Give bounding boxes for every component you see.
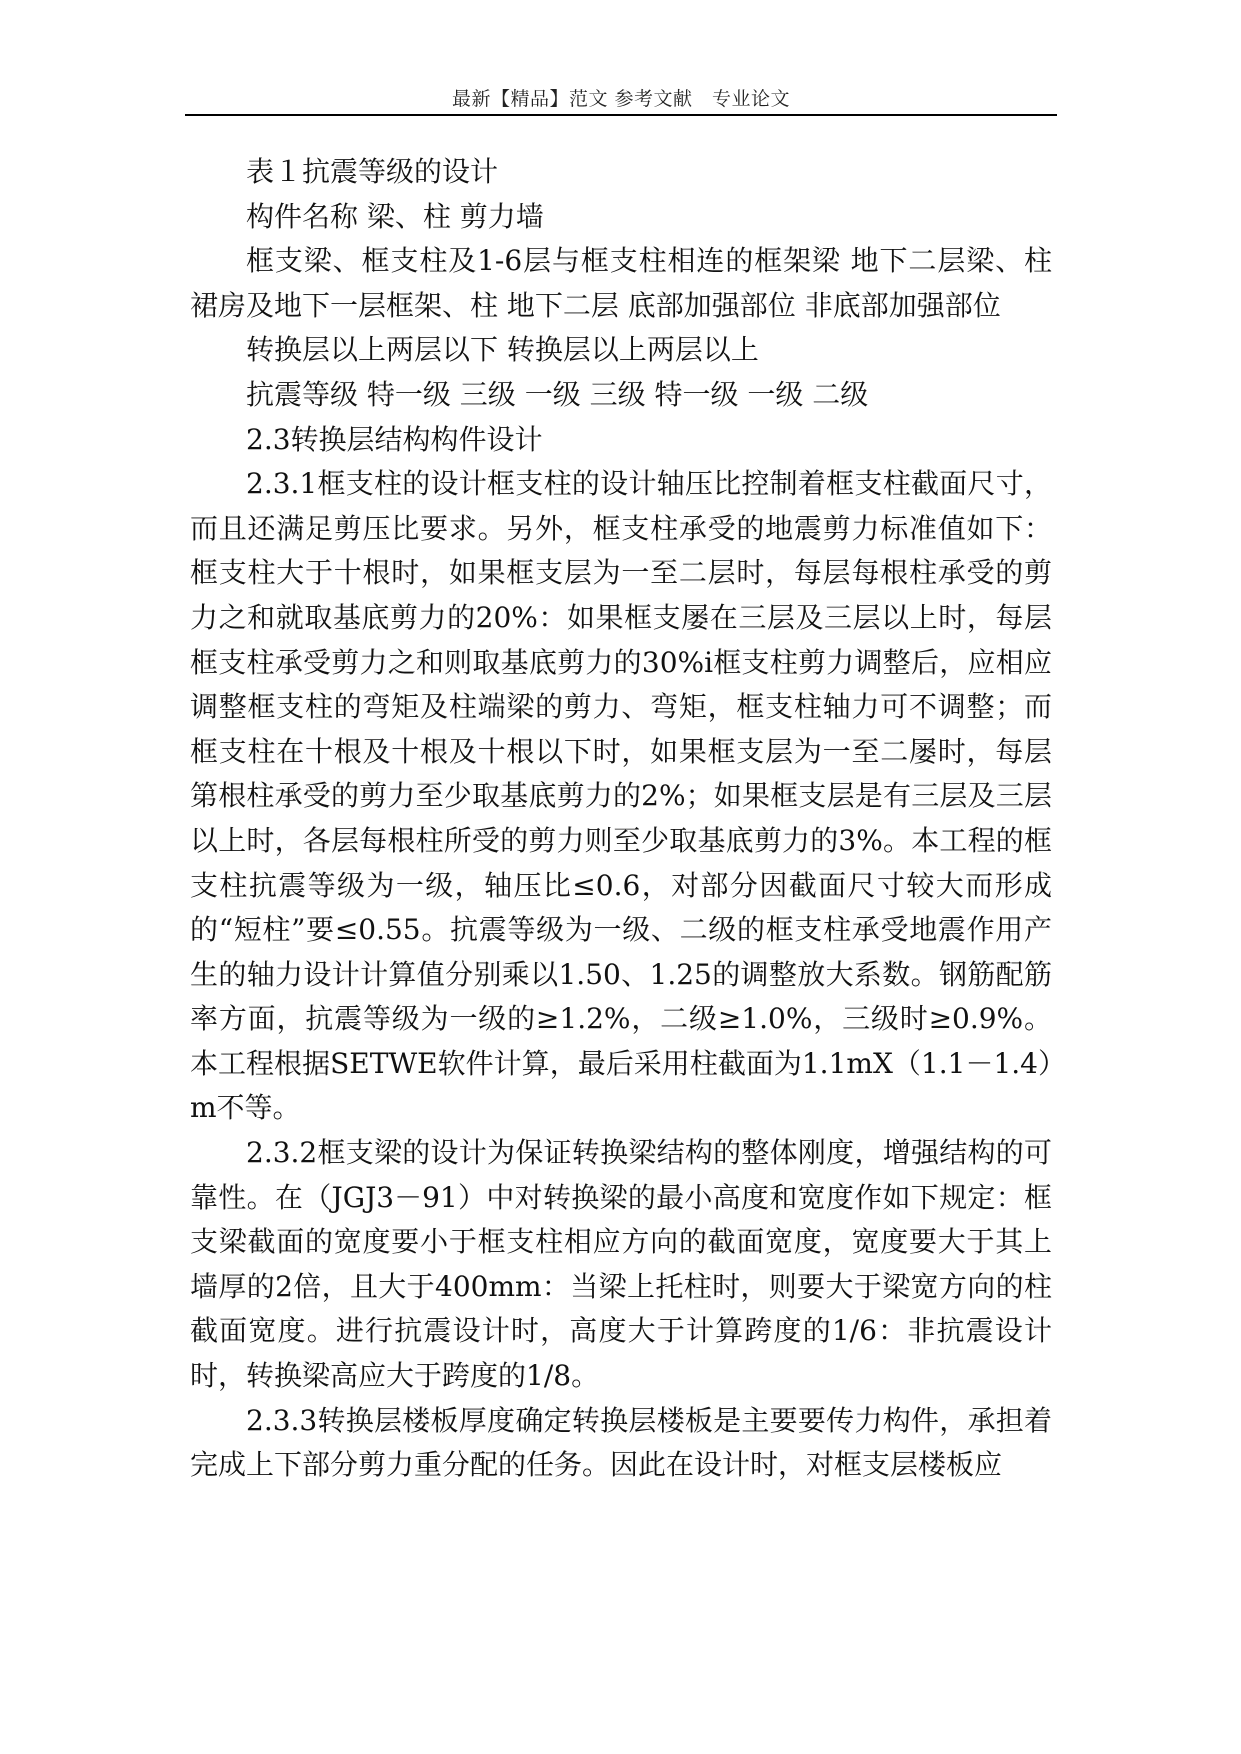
table-caption: 表１抗震等级的设计 bbox=[246, 155, 499, 188]
page-header: 最新【精品】范文 参考文献 专业论文 bbox=[451, 88, 791, 110]
document-body bbox=[190, 150, 1052, 1488]
paragraph-2-3-1: 2.3.1框支柱的设计框支柱的设计轴压比控制着框支柱截面尺寸，而且还满足剪压比要求。另外，框支柱承受的地震剪力标准值如下：框支柱大于十根时，如果框支层为一至二层时，每层每根柱承受的剪力之和就取基底剪力的20%：如果框支屡在三层及三层以上时，每层框支柱承受剪力之和则取基底剪力的30%i框支柱剪力调整后，应相应调整框支柱的弯矩及柱端梁的剪力、弯矩，框支柱轴力可不调整；而框支柱在十根及十根及十根以下时，如果框支层为一至二屡时，每层第根柱承受的剪力至少取基底剪力的2%；如果框支层是有三层及三层以上时，各层每根柱所受的剪力则至少取基底剪力的3%。本工程的框支柱抗震等级为一级，轴压比≤0.6，对部分因截面尺寸较大而形成的“短柱”要≤0.55。抗震等级为一级、二级的框支柱承受地震作用产生的轴力设计计算值分别乘以1.50、1.25的调整放大系数。钢筋配筋率方面，抗震等级为一级的≥1.2%，二级≥1.0%，三级时≥0.9%。本工程根据SETWE软件计算，最后采用柱截面为1.1mX（1.1－1.4）m不等。 bbox=[190, 467, 1052, 1125]
table-header-row: 构件名称 梁、柱 剪力墙 bbox=[246, 199, 544, 233]
table-row-transfer-layers: 转换层以上两层以下 转换层以上两层以上 bbox=[246, 333, 759, 367]
paragraph-2-3-3: 2.3.3转换层楼板厚度确定转换层楼板是主要要传力构件，承担着完成上下部分剪力重分配的任务。因此在设计时，对框支层楼板应 bbox=[190, 1403, 1052, 1482]
table-row-components: 框支梁、框支柱及1-6层与框支柱相连的框架梁 地下二层梁、柱 裙房及地下一层框架、柱 地下二层 底部加强部位 非底部加强部位 bbox=[190, 244, 1052, 322]
table-row-seismic-grade: 抗震等级 特一级 三级 一级 三级 特一级 一级 二级 bbox=[246, 377, 869, 411]
header-divider bbox=[185, 114, 1057, 116]
section-heading-2-3: 2.3转换层结构构件设计 bbox=[246, 422, 543, 456]
paragraph-2-3-2: 2.3.2框支梁的设计为保证转换梁结构的整体刚度，增强结构的可靠性。在（JGJ3－91）中对转换梁的最小高度和宽度作如下规定：框支梁截面的宽度要小于框支柱相应方向的截面宽度，宽度要大于其上墙厚的2倍，且大于400mm：当梁上托柱时，则要大于梁宽方向的柱截面宽度。进行抗震设计时，高度大于计算跨度的1/6：非抗震设计时，转换梁高应大于跨度的1/8。 bbox=[190, 1136, 1052, 1393]
